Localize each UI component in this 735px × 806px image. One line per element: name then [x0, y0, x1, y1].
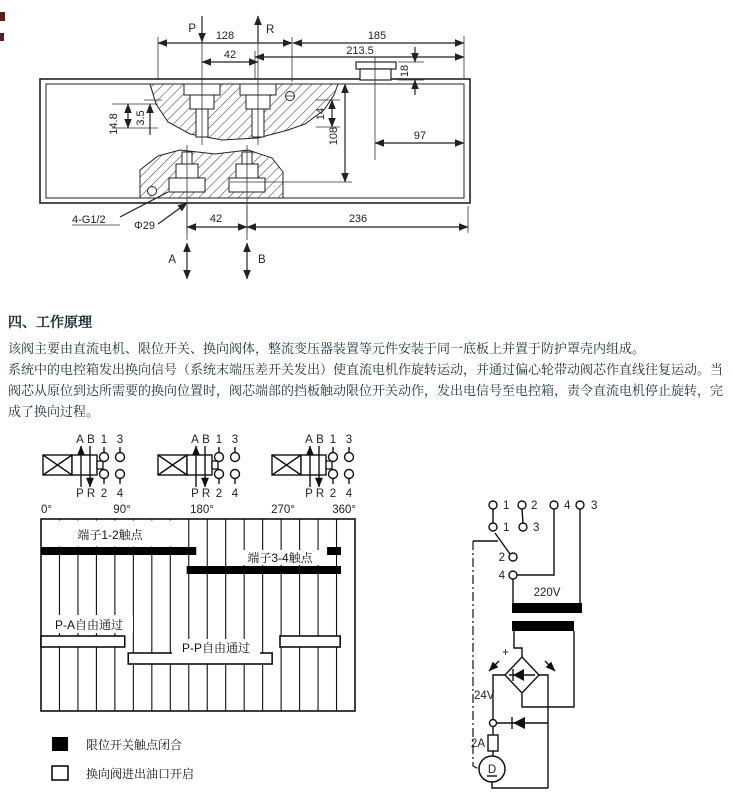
principle-paragraph-2: 系统中的电控箱发出换向信号（系统末端压差开关发出）使直流电机作旋转运动，并通过偏心轮带动阀芯作直线往复运动。当阀芯从原位到达所需要的换向位置时，阀芯端部的挡板触动限位开关动作，发出电信号至电控箱，责令直流电机停止旋转，完成了换向过程。 — [8, 362, 724, 420]
contact-4 — [116, 470, 125, 479]
dim-3-5: 3.5 — [135, 110, 147, 126]
label-2: 2 — [215, 488, 223, 500]
label-p: P — [76, 488, 84, 500]
switch-cam-tab — [212, 461, 218, 469]
label-1: 1 — [100, 434, 108, 446]
legend-open-label: 换向阀进出油口开启 — [86, 767, 195, 781]
label-p: P — [191, 488, 199, 500]
label-a: A — [76, 434, 84, 446]
c2-label: 2 — [498, 552, 505, 564]
contact-2 — [100, 470, 109, 479]
valve-symbol — [272, 434, 354, 500]
valve-symbol — [43, 434, 125, 500]
label-1: 1 — [329, 434, 337, 446]
label-b: B — [202, 434, 210, 446]
label-r: R — [315, 488, 325, 500]
transformer-primary — [512, 603, 582, 613]
timing-bar — [327, 547, 341, 555]
mechanical-link-line — [473, 541, 479, 769]
label-p: P — [305, 488, 313, 500]
label-2: 2 — [100, 488, 108, 500]
label-b: B — [87, 434, 95, 446]
label-3: 3 — [231, 434, 239, 446]
contact-3 — [116, 453, 125, 462]
b1-label: 1 — [503, 522, 510, 534]
timing-bar — [41, 636, 125, 647]
tick-270: 270° — [271, 504, 295, 516]
timing-bar — [41, 547, 196, 555]
label-1: 1 — [215, 434, 223, 446]
label-b: B — [316, 434, 324, 446]
switch-cam-tab — [326, 461, 332, 469]
timing-bar — [280, 636, 340, 647]
label-4: 4 — [116, 488, 124, 500]
scan-artifact — [0, 12, 5, 41]
timing-and-circuit-diagrams — [0, 428, 735, 806]
plus-label: + — [502, 647, 509, 659]
contact-4 — [231, 470, 240, 479]
t3-label: 3 — [591, 500, 598, 512]
label-r: R — [201, 488, 211, 500]
terminal-1-top — [489, 501, 497, 509]
dim-97: 97 — [413, 130, 427, 142]
pp-label: P-P自由通过 — [181, 641, 251, 655]
contact-3 — [231, 453, 240, 462]
terminal-2-top — [518, 501, 526, 509]
timing-diagram — [41, 504, 356, 711]
transformer-secondary — [512, 621, 574, 631]
timing-bar — [187, 566, 341, 574]
diameter-callout: Φ29 — [134, 220, 156, 232]
tick-180: 180° — [190, 504, 214, 516]
contact-1 — [215, 453, 224, 462]
lower-section-cut — [140, 150, 283, 198]
primary-voltage-label: 220V — [533, 587, 561, 599]
contact12-label: 端子1-2触点 — [77, 528, 143, 542]
contact-1 — [100, 453, 109, 462]
legend-open-swatch — [52, 766, 68, 780]
polarity-arrow-left — [489, 661, 499, 671]
terminal-3-top — [576, 501, 584, 509]
switch-arm — [495, 533, 510, 554]
port-r-label: R — [266, 24, 275, 36]
port-b-label: B — [258, 254, 266, 266]
dim-42-bottom: 42 — [209, 213, 223, 225]
switch-contact-2 — [509, 553, 517, 561]
dim-18: 18 — [399, 64, 411, 78]
contact-1 — [329, 453, 338, 462]
contact-2 — [215, 470, 224, 479]
label-r: R — [86, 488, 96, 500]
port-a-label: A — [168, 254, 176, 266]
fuse-label: 2A — [470, 738, 485, 750]
dim-108: 108 — [328, 126, 340, 146]
working-principle-section — [8, 312, 728, 422]
section-heading: 四、工作原理 — [8, 314, 92, 330]
mount-hole-lower — [148, 187, 157, 196]
motor-label: D — [487, 764, 497, 776]
label-4: 4 — [345, 488, 353, 500]
legend — [52, 737, 194, 781]
contact-4 — [345, 470, 354, 479]
pa-label: P-A自由通过 — [54, 618, 124, 632]
terminal-4-top — [550, 501, 558, 509]
label-3: 3 — [345, 434, 353, 446]
circuit-diagram — [471, 500, 597, 788]
dim-185: 185 — [367, 30, 387, 42]
switch-cam-tab — [97, 461, 103, 469]
label-2: 2 — [329, 488, 337, 500]
valve-symbol — [158, 434, 240, 500]
tick-360: 360° — [332, 504, 356, 516]
switch-contact-4 — [509, 571, 517, 579]
contact-3 — [345, 453, 354, 462]
tick-90: 90° — [113, 504, 131, 516]
legend-closed-swatch — [52, 737, 68, 751]
legend-closed-label: 限位开关触点闭合 — [86, 738, 183, 752]
t2-label: 2 — [531, 500, 538, 512]
dim-128: 128 — [215, 30, 235, 42]
thread-callout: 4-G1/2 — [72, 214, 106, 226]
dim-236: 236 — [348, 213, 368, 225]
junction-node — [490, 720, 497, 727]
contact-2 — [329, 470, 338, 479]
principle-paragraph-1: 该阀主要由直流电机、限位开关、换向阀体，整流变压器装置等元件安装于同一底板上并置于防护罩壳内组成。 — [8, 341, 646, 356]
valve-dimension-drawing — [0, 0, 735, 300]
label-a: A — [305, 434, 313, 446]
label-4: 4 — [231, 488, 239, 500]
tick-0: 0° — [41, 504, 52, 516]
polarity-arrow-right — [545, 661, 555, 671]
t1-label: 1 — [503, 500, 510, 512]
terminal-3-lower — [519, 523, 527, 531]
dim-14-8: 14.8 — [108, 113, 120, 135]
contact34-label: 端子3-4触点 — [247, 551, 313, 565]
c4-label: 4 — [498, 570, 505, 582]
freewheel-diode — [513, 717, 525, 729]
dim-14: 14 — [315, 107, 327, 121]
dim-213-5: 213.5 — [346, 45, 374, 57]
b3-label: 3 — [533, 522, 540, 534]
terminal-1-lower — [489, 523, 497, 531]
t4-label: 4 — [564, 500, 571, 512]
label-a: A — [191, 434, 199, 446]
fuse — [488, 735, 498, 751]
secondary-voltage-label: 24V — [474, 690, 495, 702]
label-3: 3 — [116, 434, 124, 446]
port-p-label: P — [188, 23, 196, 35]
dim-42-top: 42 — [223, 49, 237, 61]
